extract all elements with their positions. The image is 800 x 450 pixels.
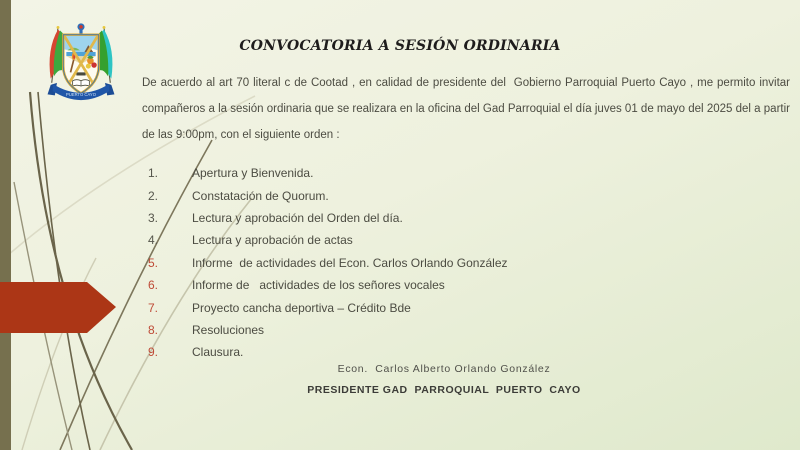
agenda-item: [148, 319, 708, 341]
agenda-text: Informe de actividades de los señores vocales: [192, 278, 445, 293]
agenda-list: [148, 162, 708, 364]
signature-title: PRESIDENTE GAD PARROQUIAL PUERTO CAYO: [307, 384, 581, 396]
agenda-item: [148, 296, 708, 318]
agenda-number: 9.: [148, 345, 159, 360]
agenda-text: Resoluciones: [192, 322, 265, 337]
agenda-number: 1.: [148, 166, 159, 181]
agenda-item: [148, 229, 708, 251]
agenda-number: 8.: [148, 322, 159, 337]
intro-paragraph: De acuerdo al art 70 literal c de Cootad , en calidad de presidente del Gobierno Parroquial Puerto Cayo , me permito invitar compañeros a la sesión ordinaria que se realizara en la oficina del Gad Parroquial el día juves 01 de mayo del 2025 del a partir de las 9:00pm, con el siguiente orden :: [142, 77, 797, 141]
agenda-text: Constatación de Quorum.: [192, 188, 329, 203]
red-arrow-shape: [0, 281, 117, 334]
slide-title: CONVOCATORIA A SESIÓN ORDINARIA: [239, 38, 561, 54]
agenda-text: Apertura y Bienvenida.: [192, 166, 314, 181]
agenda-number: 5.: [148, 255, 159, 270]
agenda-text: Lectura y aprobación del Orden del día.: [192, 210, 403, 225]
agenda-item: [148, 274, 708, 296]
agenda-number: 7.: [148, 300, 159, 315]
agenda-number: 2.: [148, 188, 159, 203]
left-accent-bar: [0, 0, 11, 450]
agenda-item: [148, 184, 708, 206]
agenda-number: 4.: [148, 233, 159, 248]
agenda-item: [148, 162, 708, 184]
signature-name: Econ. Carlos Alberto Orlando González: [337, 363, 551, 375]
agenda-text: Lectura y aprobación de actas: [192, 233, 353, 248]
agenda-item: [148, 252, 708, 274]
agenda-text: Informe de actividades del Econ. Carlos Orlando González: [192, 255, 508, 270]
agenda-item: [148, 341, 708, 363]
agenda-item: [148, 207, 708, 229]
agenda-text: Clausura.: [192, 345, 244, 360]
signature-block: [142, 363, 746, 396]
agenda-number: 6.: [148, 278, 159, 293]
emblem-ribbon-text: PUERTO CAYO: [66, 91, 96, 97]
agenda-text: Proyecto cancha deportiva – Crédito Bde: [192, 300, 411, 315]
agenda-number: 3.: [148, 210, 159, 225]
puerto-cayo-coat-of-arms: [42, 18, 120, 110]
